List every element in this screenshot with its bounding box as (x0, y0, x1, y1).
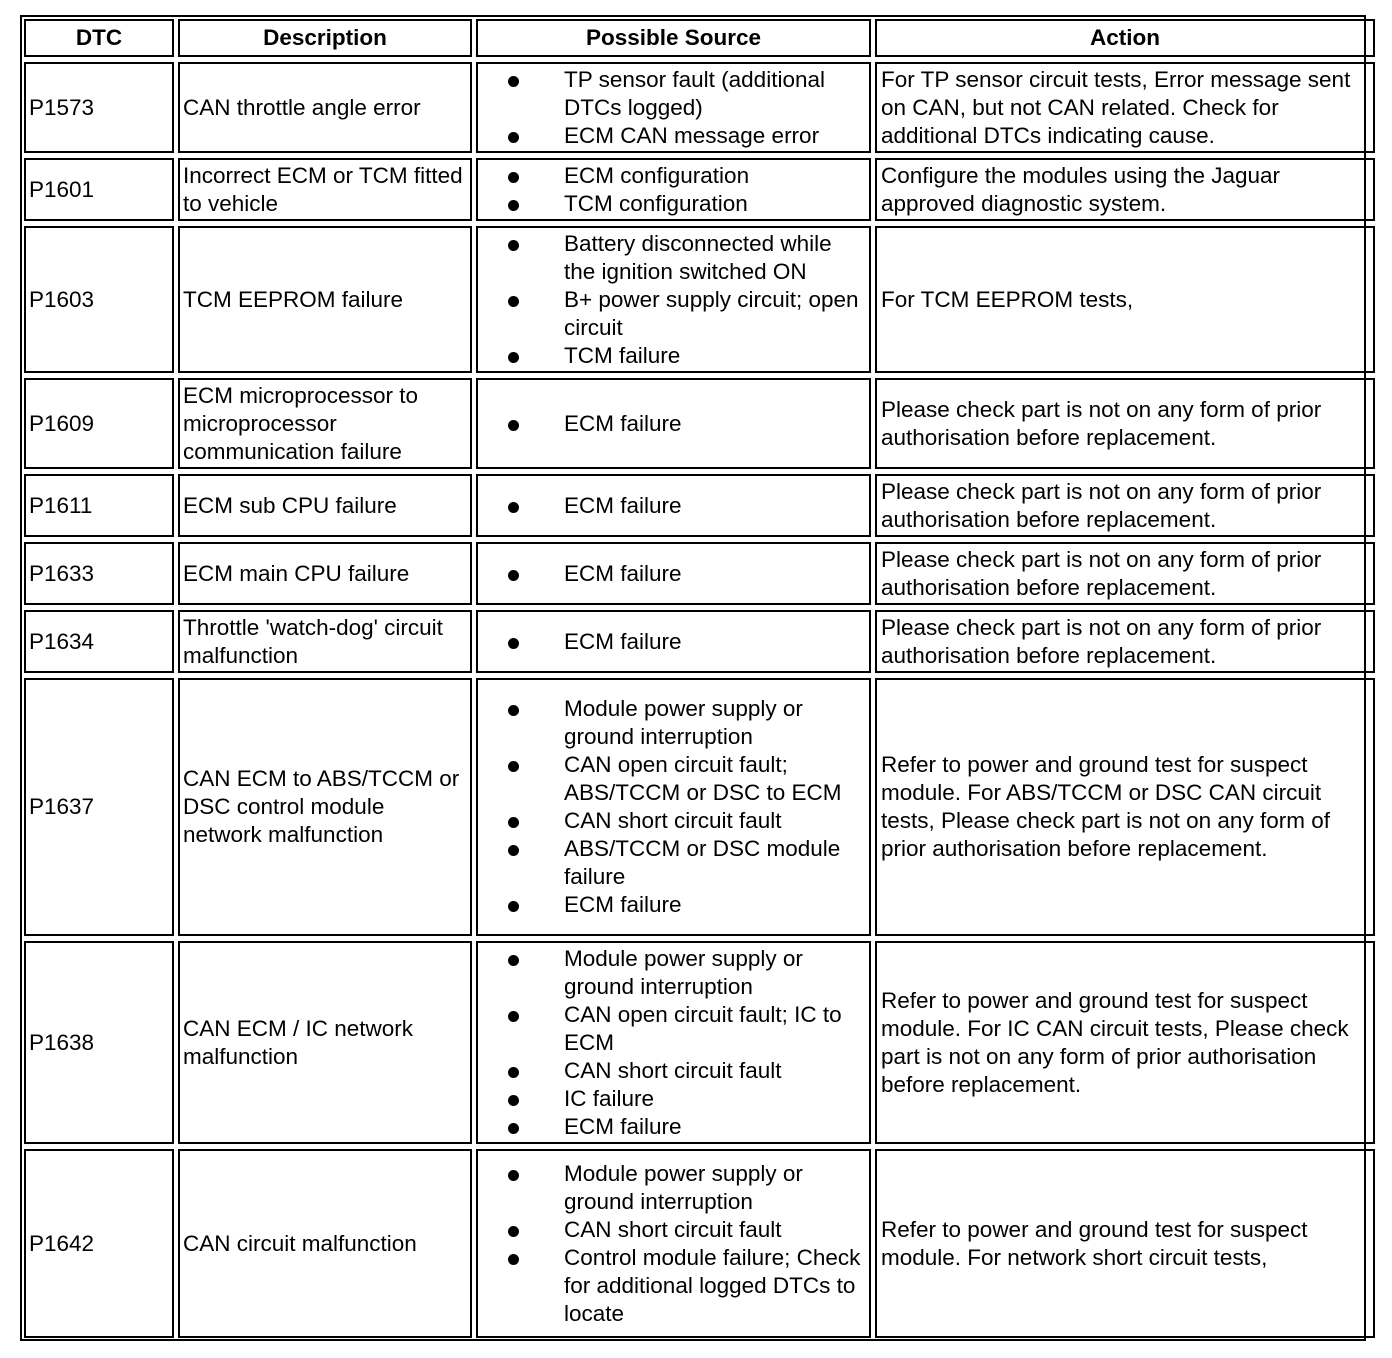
possible-source-item: CAN short circuit fault (508, 1216, 867, 1244)
header-possible-source: Possible Source (476, 19, 871, 57)
possible-source-item: ECM failure (508, 492, 867, 520)
possible-source-item: B+ power supply circuit; open circuit (508, 286, 867, 342)
possible-source-list (508, 560, 867, 588)
table-row (24, 378, 1375, 469)
action-text: Refer to power and ground test for suspect module. For IC CAN circuit tests, Please check part is not on any form of prior authorisation before replacement. (875, 941, 1375, 1144)
dtc-code: P1633 (24, 542, 174, 605)
action-text: For TCM EEPROM tests, (875, 226, 1375, 373)
possible-source-item: CAN short circuit fault (508, 1057, 867, 1085)
possible-source-cell (476, 226, 871, 373)
possible-source-item: ECM failure (508, 560, 867, 588)
possible-source-item: CAN open circuit fault; ABS/TCCM or DSC to ECM (508, 751, 867, 807)
dtc-description: ECM microprocessor to microprocessor communication failure (178, 378, 472, 469)
dtc-description: Incorrect ECM or TCM fitted to vehicle (178, 158, 472, 221)
header-description: Description (178, 19, 472, 57)
dtc-code: P1637 (24, 678, 174, 936)
table-row (24, 474, 1375, 537)
table-row (24, 1149, 1375, 1338)
table-row (24, 610, 1375, 673)
dtc-code: P1601 (24, 158, 174, 221)
table-row (24, 678, 1375, 936)
header-action: Action (875, 19, 1375, 57)
possible-source-item: CAN open circuit fault; IC to ECM (508, 1001, 867, 1057)
dtc-description: Throttle 'watch-dog' circuit malfunction (178, 610, 472, 673)
action-text: Please check part is not on any form of prior authorisation before replacement. (875, 610, 1375, 673)
action-text: Please check part is not on any form of prior authorisation before replacement. (875, 542, 1375, 605)
header-dtc: DTC (24, 19, 174, 57)
possible-source-cell (476, 678, 871, 936)
possible-source-list (508, 66, 867, 150)
header-row (24, 19, 1375, 57)
possible-source-list (508, 492, 867, 520)
table-row (24, 226, 1375, 373)
action-text: Configure the modules using the Jaguar approved diagnostic system. (875, 158, 1375, 221)
dtc-description: CAN ECM to ABS/TCCM or DSC control module network malfunction (178, 678, 472, 936)
possible-source-cell (476, 941, 871, 1144)
dtc-code: P1603 (24, 226, 174, 373)
dtc-description: CAN circuit malfunction (178, 1149, 472, 1338)
dtc-table (20, 14, 1379, 1343)
possible-source-item: TP sensor fault (additional DTCs logged) (508, 66, 867, 122)
dtc-code: P1642 (24, 1149, 174, 1338)
action-text: Please check part is not on any form of prior authorisation before replacement. (875, 378, 1375, 469)
possible-source-list (508, 945, 867, 1141)
action-text: Please check part is not on any form of prior authorisation before replacement. (875, 474, 1375, 537)
action-text: Refer to power and ground test for suspect module. For ABS/TCCM or DSC CAN circuit tests, Please check part is not on any form of prior authorisation before replacement. (875, 678, 1375, 936)
dtc-code: P1609 (24, 378, 174, 469)
possible-source-list (508, 230, 867, 370)
dtc-description: CAN throttle angle error (178, 62, 472, 153)
possible-source-cell (476, 1149, 871, 1338)
possible-source-item: TCM configuration (508, 190, 867, 218)
possible-source-item: ECM failure (508, 891, 867, 919)
possible-source-item: IC failure (508, 1085, 867, 1113)
action-text: For TP sensor circuit tests, Error message sent on CAN, but not CAN related. Check for additional DTCs indicating cause. (875, 62, 1375, 153)
possible-source-cell (476, 378, 871, 469)
possible-source-item: Battery disconnected while the ignition switched ON (508, 230, 867, 286)
possible-source-cell (476, 158, 871, 221)
possible-source-list (508, 1160, 867, 1328)
possible-source-list (508, 162, 867, 218)
possible-source-item: Module power supply or ground interruption (508, 695, 867, 751)
table-row (24, 62, 1375, 153)
dtc-code: P1634 (24, 610, 174, 673)
possible-source-cell (476, 610, 871, 673)
table-body (24, 62, 1375, 1338)
possible-source-list (508, 628, 867, 656)
possible-source-cell (476, 474, 871, 537)
action-text: Refer to power and ground test for suspect module. For network short circuit tests, (875, 1149, 1375, 1338)
dtc-description: ECM main CPU failure (178, 542, 472, 605)
possible-source-item: TCM failure (508, 342, 867, 370)
table-row (24, 941, 1375, 1144)
table-row (24, 542, 1375, 605)
possible-source-item: ABS/TCCM or DSC module failure (508, 835, 867, 891)
possible-source-item: ECM CAN message error (508, 122, 867, 150)
possible-source-list (508, 410, 867, 438)
possible-source-item: Control module failure; Check for additional logged DTCs to locate (508, 1244, 867, 1328)
possible-source-item: ECM configuration (508, 162, 867, 190)
table-row (24, 158, 1375, 221)
possible-source-cell (476, 542, 871, 605)
possible-source-list (508, 695, 867, 919)
possible-source-item: Module power supply or ground interruption (508, 1160, 867, 1216)
possible-source-item: CAN short circuit fault (508, 807, 867, 835)
dtc-code: P1638 (24, 941, 174, 1144)
dtc-code: P1573 (24, 62, 174, 153)
dtc-description: CAN ECM / IC network malfunction (178, 941, 472, 1144)
possible-source-item: Module power supply or ground interruption (508, 945, 867, 1001)
possible-source-item: ECM failure (508, 410, 867, 438)
dtc-code: P1611 (24, 474, 174, 537)
dtc-description: ECM sub CPU failure (178, 474, 472, 537)
possible-source-item: ECM failure (508, 628, 867, 656)
possible-source-item: ECM failure (508, 1113, 867, 1141)
dtc-description: TCM EEPROM failure (178, 226, 472, 373)
possible-source-cell (476, 62, 871, 153)
